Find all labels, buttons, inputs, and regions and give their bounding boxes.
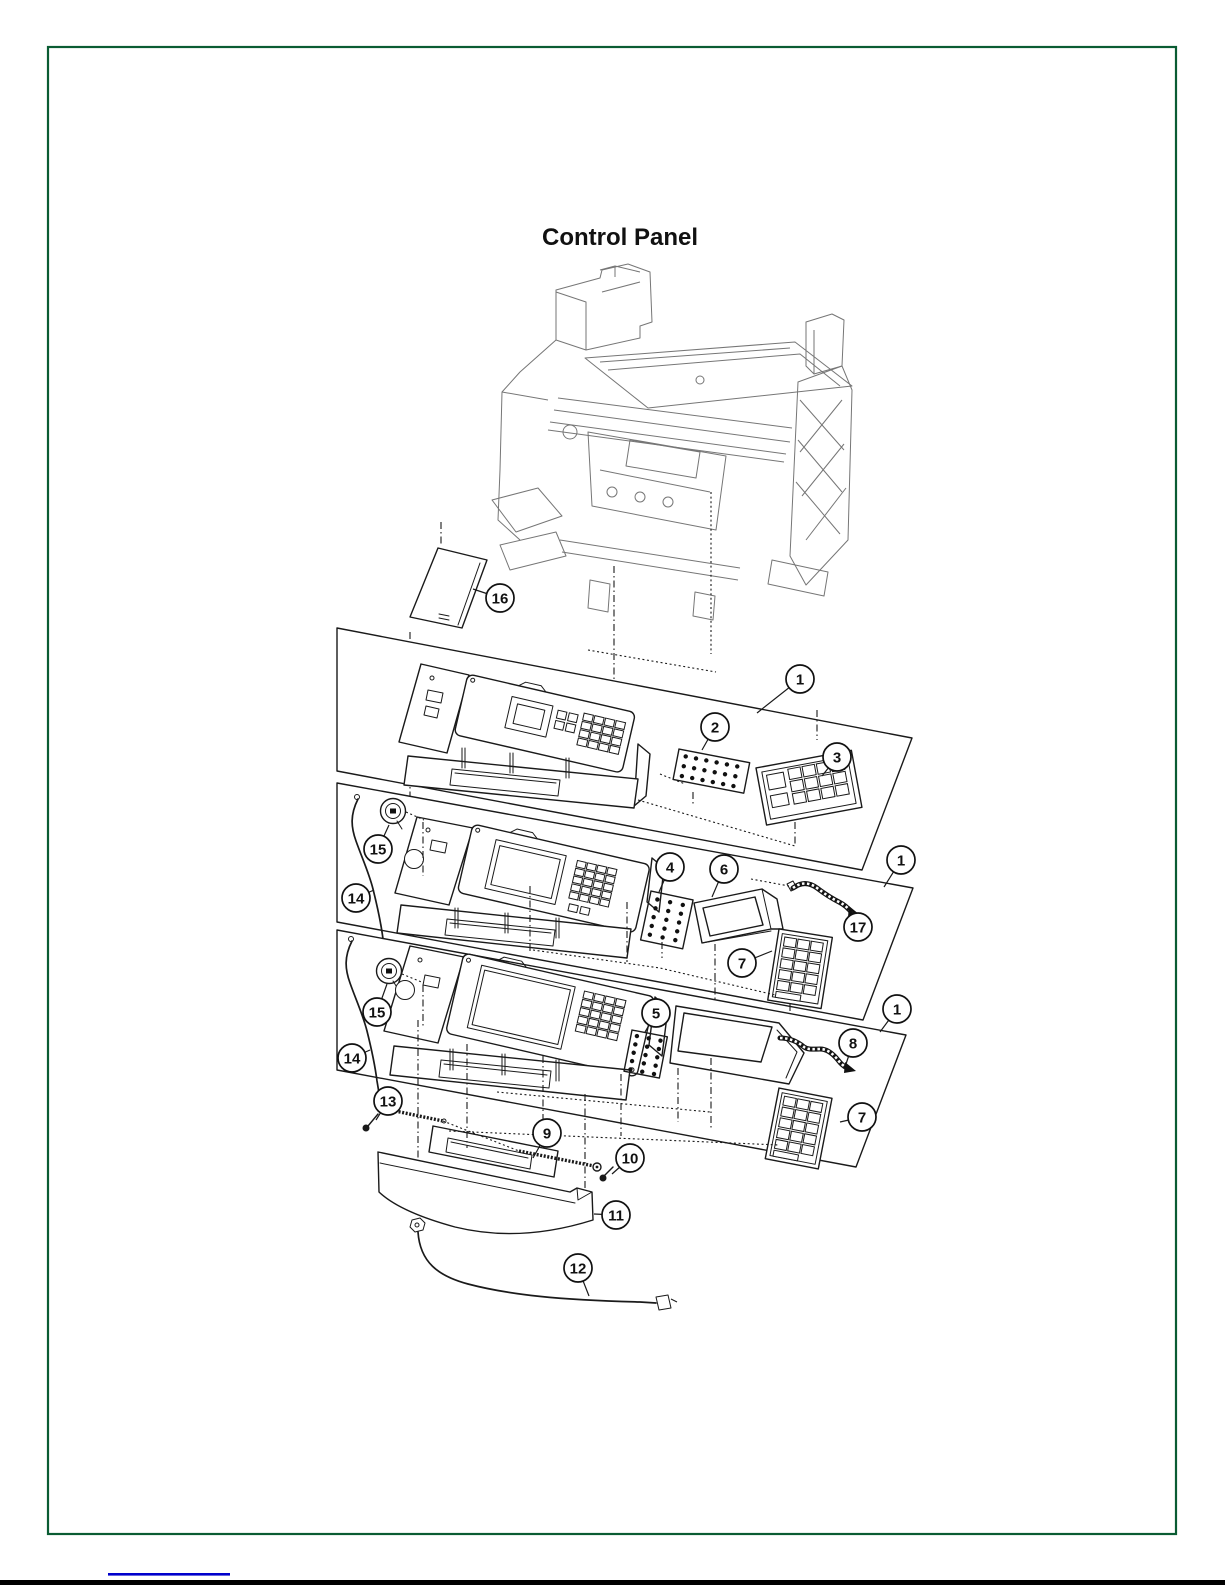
callout-1 [884, 846, 915, 887]
svg-text:10: 10 [621, 1150, 639, 1168]
page-title: Control Panel [541, 224, 699, 251]
cover-plate-16 [410, 548, 487, 628]
footer-link-underline[interactable] [108, 1573, 230, 1576]
svg-text:1: 1 [892, 1001, 902, 1019]
svg-text:17: 17 [849, 919, 867, 937]
callout-1 [880, 995, 911, 1032]
projection-line [588, 650, 716, 672]
svg-text:7: 7 [857, 1109, 867, 1127]
svg-text:2: 2 [710, 719, 720, 737]
svg-text:1: 1 [795, 671, 805, 689]
svg-text:13: 13 [379, 1093, 397, 1111]
svg-text:14: 14 [347, 890, 365, 908]
printer-chassis-drawing [492, 264, 852, 620]
svg-text:15: 15 [369, 841, 387, 859]
svg-text:14: 14 [343, 1050, 361, 1068]
keypad-7-middle [768, 929, 833, 1009]
callout-13 [374, 1087, 402, 1120]
svg-text:7: 7 [737, 955, 747, 973]
callout-11 [594, 1201, 630, 1229]
screw-10 [600, 1175, 607, 1182]
callout-12 [564, 1254, 592, 1296]
svg-text:16: 16 [491, 590, 509, 608]
callout-1 [757, 665, 814, 713]
svg-text:8: 8 [848, 1035, 858, 1053]
svg-text:11: 11 [608, 1207, 624, 1225]
svg-text:9: 9 [542, 1125, 552, 1143]
keypad-grid [777, 937, 824, 995]
front-cover-trim-11 [378, 1152, 593, 1234]
svg-text:5: 5 [651, 1005, 661, 1023]
svg-text:4: 4 [665, 859, 675, 877]
svg-text:1: 1 [896, 852, 906, 870]
callout-16 [473, 584, 514, 612]
callout-10 [612, 1144, 644, 1174]
svg-text:12: 12 [569, 1260, 587, 1278]
svg-text:15: 15 [368, 1004, 386, 1022]
svg-text:6: 6 [719, 861, 729, 879]
page-bottom-bar [0, 1580, 1225, 1585]
svg-text:3: 3 [832, 749, 842, 767]
